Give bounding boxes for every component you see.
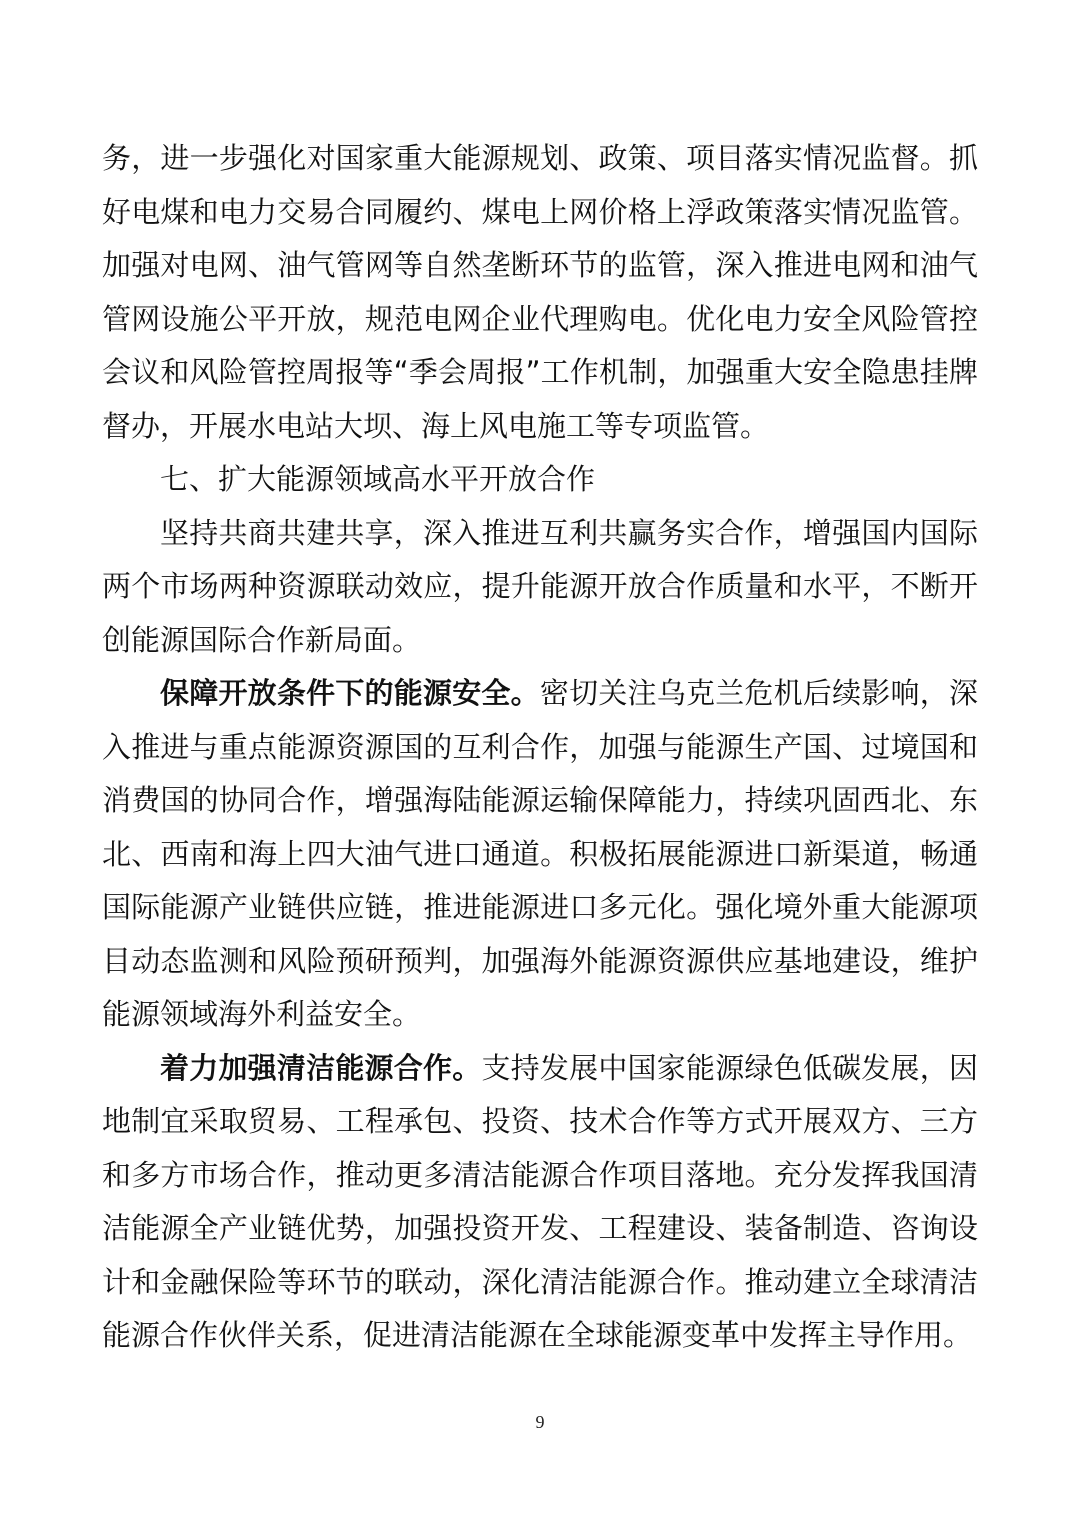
paragraph-clean-energy xyxy=(102,1042,978,1363)
section-heading xyxy=(102,453,978,507)
paragraph-lead: 着力加强清洁能源合作。 xyxy=(160,1050,482,1085)
paragraph-energy-security xyxy=(102,667,978,1042)
paragraph-text: 务，进一步强化对国家重大能源规划、政策、项目落实情况监督。抓好电煤和电力交易合同履约、煤电上网价格上浮政策落实情况监管。加强对电网、油气管网等自然垄断环节的监管，深入推进电网和油气管网设施公平开放，规范电网企业代理购电。优化电力安全风险管控会议和风险管控周报等“季会周报”工作机制，加强重大安全隐患挂牌督办，开展水电站大坝、海上风电施工等专项监管。 xyxy=(102,141,978,443)
paragraph-text: 密切关注乌克兰危机后续影响，深入推进与重点能源资源国的互利合作，加强与能源生产国、过境国和消费国的协同合作，增强海陆能源运输保障能力，持续巩固西北、东北、西南和海上四大油气进口通道。积极拓展能源进口新渠道，畅通国际能源产业链供应链，推进能源进口多元化。强化境外重大能源项目动态监测和风险预研预判，加强海外能源资源供应基地建设，维护能源领域海外利益安全。 xyxy=(102,676,978,1031)
paragraph-text: 支持发展中国家能源绿色低碳发展，因地制宜采取贸易、工程承包、投资、技术合作等方式开展双方、三方和多方市场合作，推动更多清洁能源合作项目落地。充分发挥我国清洁能源全产业链优势，加强投资开发、工程建设、装备制造、咨询设计和金融保险等环节的联动，深化清洁能源合作。推动建立全球清洁能源合作伙伴关系，促进清洁能源在全球能源变革中发挥主导作用。 xyxy=(102,1050,978,1352)
paragraph-text: 坚持共商共建共享，深入推进互利共赢务实合作，增强国内国际两个市场两种资源联动效应，提升能源开放合作质量和水平，不断开创能源国际合作新局面。 xyxy=(102,515,978,657)
page-number: 9 xyxy=(535,1412,545,1432)
paragraph-intro xyxy=(102,507,978,668)
paragraph-continuation xyxy=(102,132,978,453)
document-body xyxy=(102,132,978,1363)
section-heading-text: 七、扩大能源领域高水平开放合作 xyxy=(160,462,596,496)
paragraph-lead: 保障开放条件下的能源安全。 xyxy=(160,676,540,710)
